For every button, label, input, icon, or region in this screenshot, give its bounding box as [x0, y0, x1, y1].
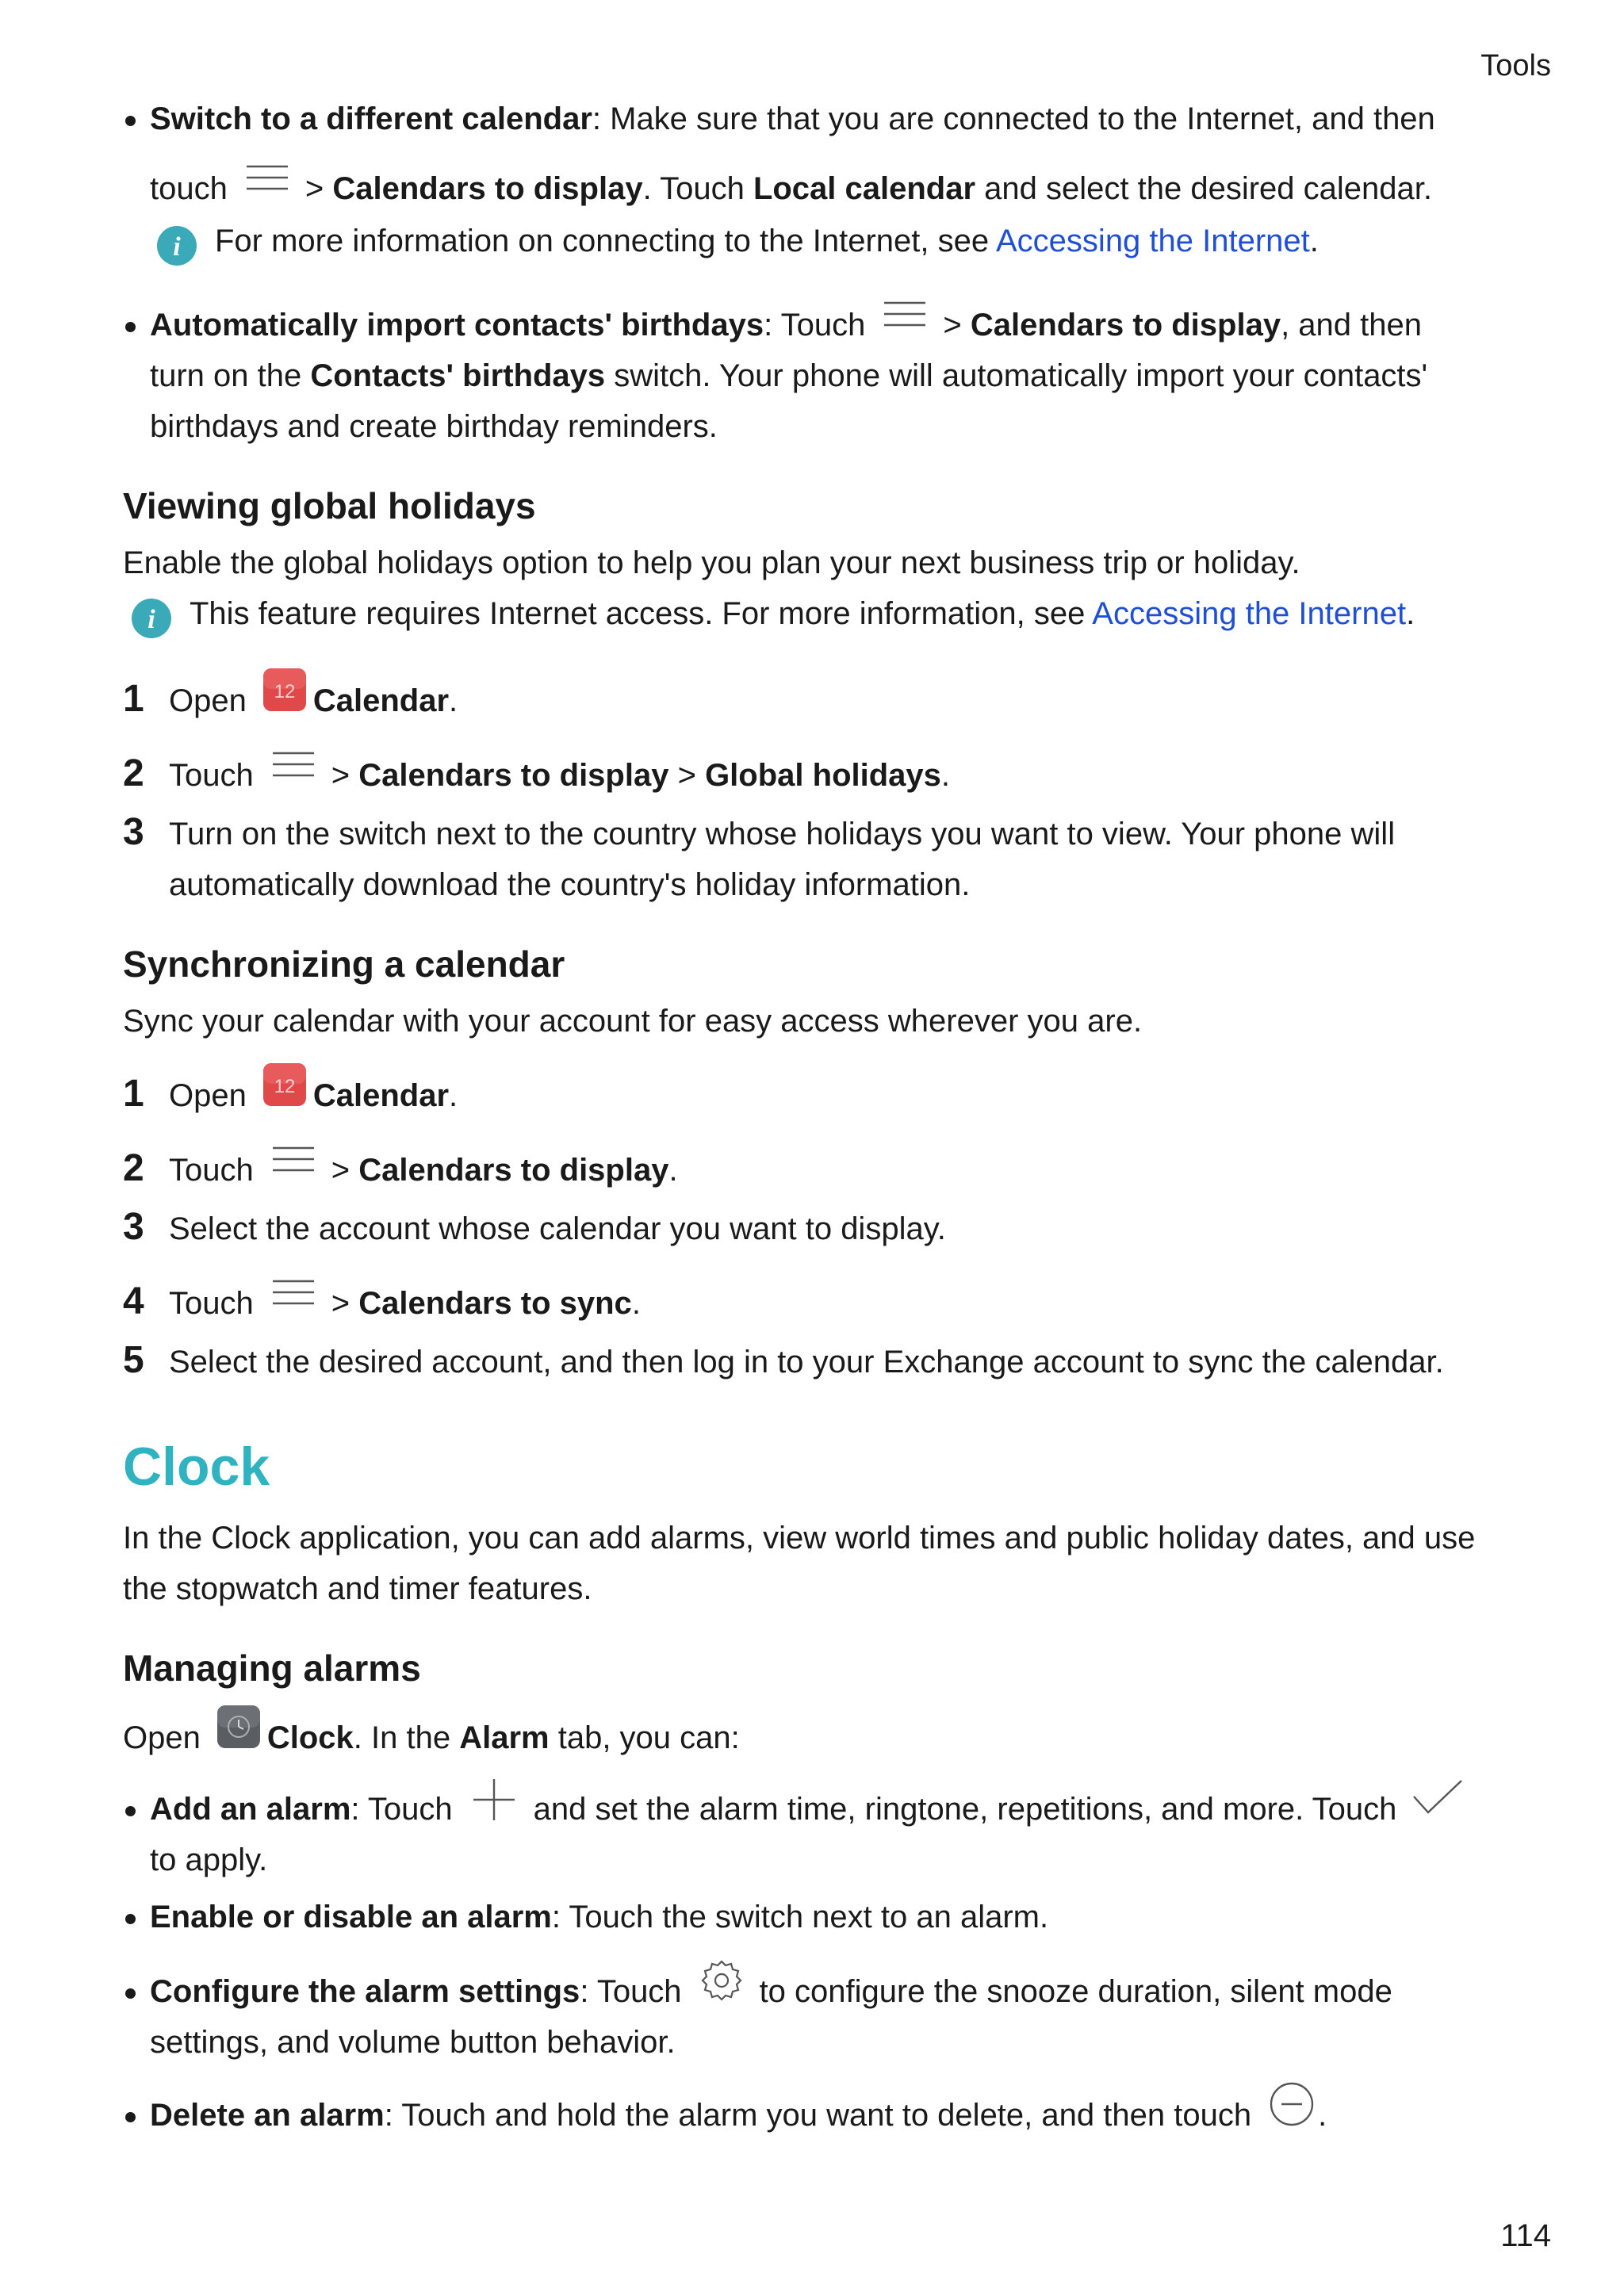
heading-managing-alarms: Managing alarms [123, 1647, 421, 1689]
menu-icon [271, 1275, 316, 1313]
sync-step-2: 2 Touch > Calendars to display. [123, 1145, 1519, 1196]
menu-icon [271, 1142, 316, 1180]
svg-text:12: 12 [274, 681, 296, 703]
svg-text:i: i [147, 605, 155, 634]
bullet-title: Switch to a different calendar [150, 101, 592, 136]
svg-text:12: 12 [274, 1076, 296, 1098]
bullet-add-alarm: Add an alarm: Touch and set the alarm time, ringtone, repetitions, and more. Touch to apply. [123, 1784, 1519, 1885]
section-header: Tools [1480, 49, 1551, 82]
global-holidays-intro: Enable the global holidays option to help you plan your next business trip or holiday. [123, 545, 1300, 580]
accessing-internet-link[interactable]: Accessing the Internet [1092, 596, 1407, 631]
info-icon [131, 598, 172, 654]
calendar-app-icon [262, 1062, 307, 1107]
plus-icon [470, 1777, 518, 1822]
open-clock-line: Open Clock. In the Alarm tab, you can: [123, 1712, 1519, 1763]
info-icon [156, 225, 197, 281]
calendar-app-icon [262, 668, 307, 712]
holiday-step-1: 1 Open 12 Calendar. [123, 675, 1519, 726]
bullet-enable-disable-alarm: Enable or disable an alarm: Touch the switch next to an alarm. [123, 1892, 1519, 1942]
clock-intro: In the Clock application, you can add alarms, view world times and public holiday dates, and use the stopwatch and timer features. [123, 1521, 1476, 1606]
holiday-step-2: 2 Touch > Calendars to display > Global holidays. [123, 750, 1519, 801]
accessing-internet-link[interactable]: Accessing the Internet [996, 224, 1310, 258]
sync-step-4: 4 Touch > Calendars to sync. [123, 1278, 1519, 1329]
sync-step-1: 1 Open 12 Calendar. [123, 1070, 1519, 1121]
sync-step-5: 5 Select the desired account, and then log in to your Exchange account to sync the calendar. [123, 1339, 1444, 1381]
sync-step-3: 3 Select the account whose calendar you want to display. [123, 1206, 946, 1248]
minus-circle-icon [1269, 2081, 1315, 2127]
bullet-configure-alarm: Configure the alarm settings: Touch to configure the snooze duration, silent mode settings, and volume button behavior. [123, 1966, 1519, 2068]
bullet-import-birthdays: Automatically import contacts' birthdays: Touch > Calendars to display, and then turn on the Contacts' birthdays switch. Your phone will automatically import your contacts' birthdays and create birthday reminders. [123, 300, 1519, 452]
menu-icon [271, 747, 316, 785]
gear-icon [699, 1958, 744, 2003]
svg-text:i: i [173, 232, 181, 262]
bullet-delete-alarm: Delete an alarm: Touch and hold the alarm you want to delete, and then touch . [123, 2090, 1519, 2141]
heading-global-holidays: Viewing global holidays [123, 485, 536, 526]
menu-icon [245, 160, 289, 198]
check-icon [1411, 1777, 1465, 1822]
note-internet: i For more information on connecting to the Internet, see Accessing the Internet. [156, 216, 1519, 266]
bullet-switch-calendar: Switch to a different calendar: Make sure that you are connected to the Internet, and then touch > Calendars to display. Touch Local calendar and select the desired calendar. [123, 94, 1519, 214]
clock-app-icon [216, 1705, 261, 1749]
heading-sync-calendar: Synchronizing a calendar [123, 943, 565, 985]
page-content [123, 94, 1519, 2141]
holiday-step-3: 3 Turn on the switch next to the country whose holidays you want to view. Your phone will automatically download the country's holiday information. [123, 811, 1396, 902]
menu-icon [883, 297, 927, 335]
sync-intro: Sync your calendar with your account for easy access wherever you are. [123, 1004, 1143, 1039]
page-number: 114 [1500, 2218, 1551, 2253]
note-internet-required: i This feature requires Internet access. For more information, see Accessing the Internet. [131, 588, 1519, 639]
clock-title: Clock [123, 1437, 270, 1497]
